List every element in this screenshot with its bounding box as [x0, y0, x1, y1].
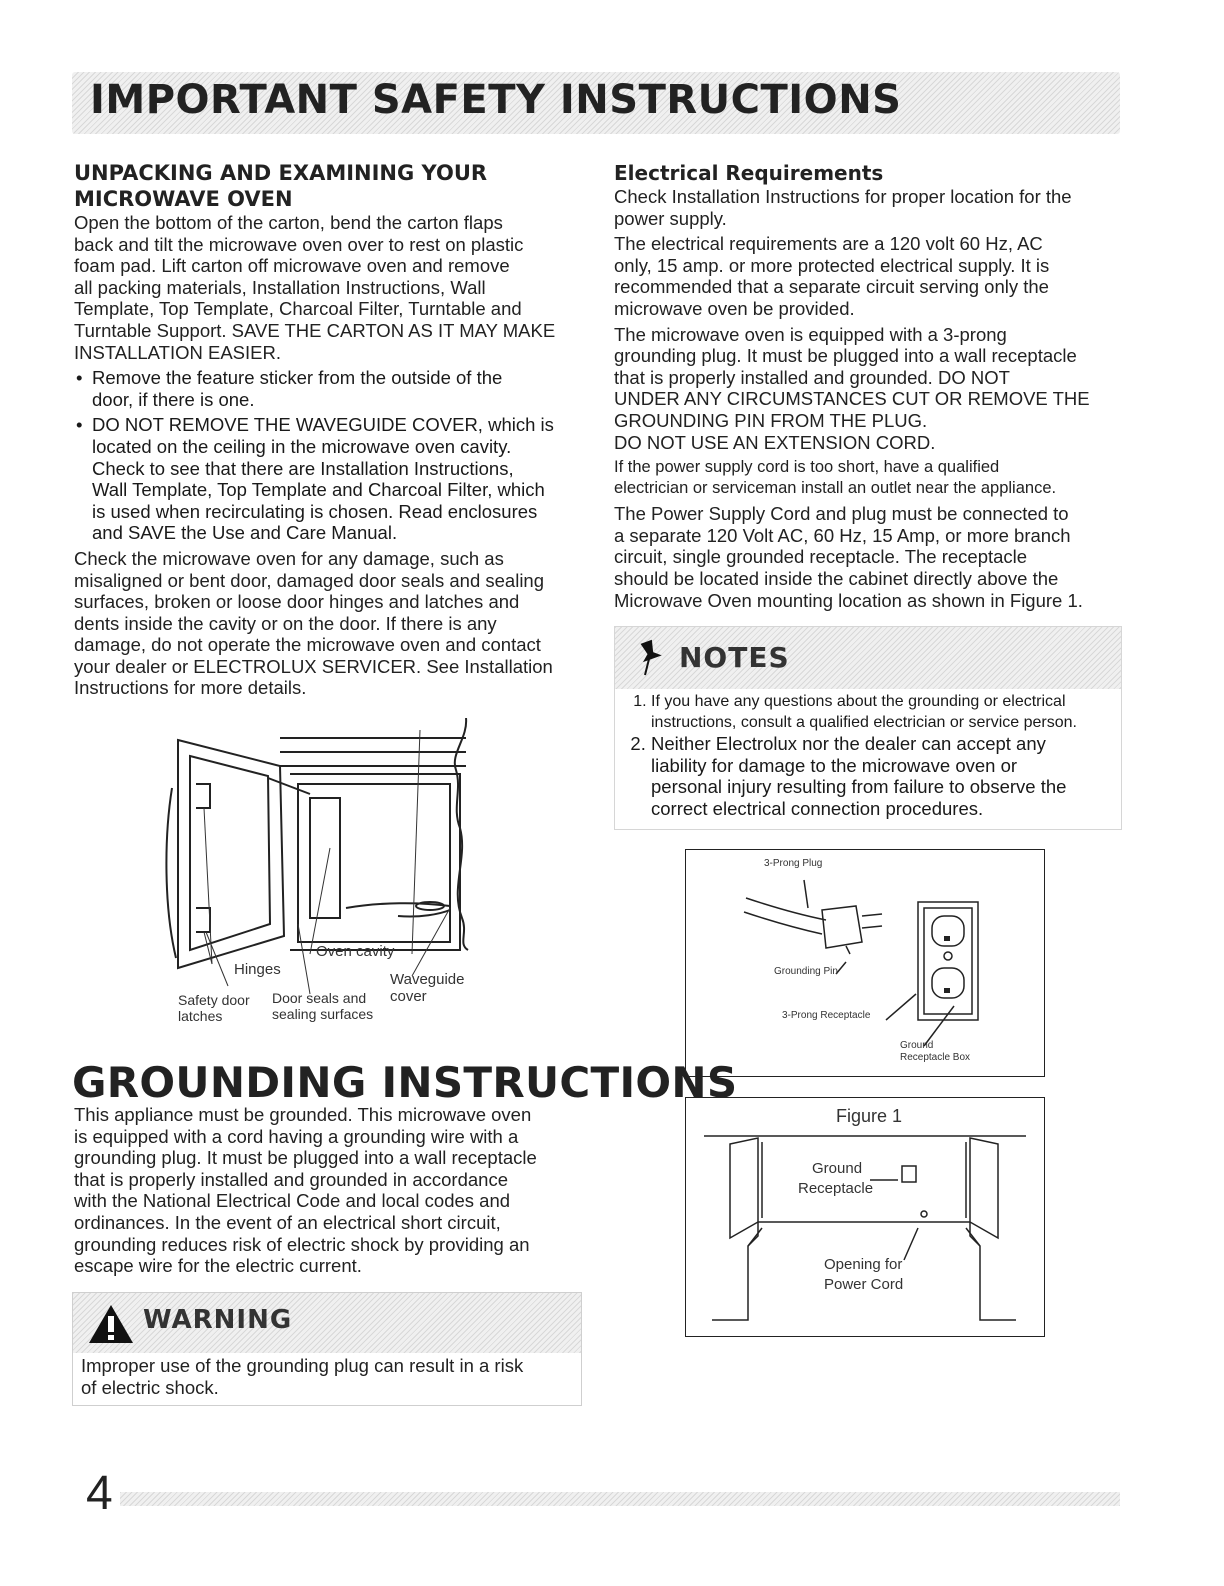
text-line: is equipped with a cord having a grounding wire with a: [74, 1125, 519, 1147]
electrical-p5: [614, 503, 1124, 611]
warning-text: [81, 1355, 571, 1398]
label-cover: cover: [390, 988, 427, 1005]
text-line: grounding plug. It must be plugged into a wall receptacle: [74, 1147, 537, 1169]
figure-1-caption: Figure 1: [836, 1106, 903, 1126]
text-line: located on the ceiling in the microwave oven cavity.: [92, 435, 512, 457]
text-line: Wall Template, Top Template and Charcoal Filter, which: [92, 479, 545, 501]
text-line: UNDER ANY CIRCUMSTANCES CUT OR REMOVE THE: [614, 388, 1090, 410]
text-line: door, if there is one.: [92, 388, 255, 410]
text-line: Remove the feature sticker from the outside of the: [92, 367, 503, 389]
page-number: 4: [86, 1467, 113, 1520]
figure-1: [685, 1097, 1045, 1337]
text-line: escape wire for the electric current.: [74, 1255, 362, 1277]
text-line: that is properly installed and grounded in accordance: [74, 1168, 509, 1190]
label-oven-cavity: Oven cavity: [316, 943, 395, 960]
text-line: power supply.: [614, 207, 727, 229]
grounding-body: [74, 1104, 574, 1277]
microwave-diagram: [150, 718, 480, 1038]
text-line: grounding plug. It must be plugged into a wall receptacle: [614, 345, 1077, 367]
text-line: back and tilt the microwave oven over to rest on plastic: [74, 233, 524, 255]
label-latches: latches: [178, 1008, 223, 1024]
label-3-prong-receptacle: 3-Prong Receptacle: [782, 1010, 871, 1021]
electrical-p4: [614, 457, 1124, 499]
text-line: INSTALLATION EASIER.: [74, 341, 281, 363]
text-line: Check Installation Instructions for proper location for the: [614, 186, 1072, 207]
label-ground: Ground: [900, 1040, 934, 1051]
label-opening-for: Opening for: [824, 1256, 903, 1273]
text-line: only, 15 amp. or more protected electrical supply. It is: [614, 254, 1050, 276]
text-line: DO NOT USE AN EXTENSION CORD.: [614, 431, 936, 453]
label-waveguide: Waveguide: [390, 971, 465, 988]
text-line: misaligned or bent door, damaged door seals and sealing: [74, 569, 545, 591]
unpacking-intro: [74, 212, 582, 363]
text-line: If you have any questions about the grounding or electrical: [651, 693, 1066, 710]
text-line: is used when recirculating is chosen. Read enclosures: [92, 500, 538, 522]
text-line: all packing materials, Installation Instructions, Wall: [74, 276, 486, 298]
cabinet-illustration: [686, 1098, 1044, 1336]
warning-label: WARNING: [143, 1305, 293, 1335]
text-line: grounding reduces risk of electric shock by providing an: [74, 1233, 530, 1255]
notes-box: [614, 626, 1122, 830]
text-line: Open the bottom of the carton, bend the carton flaps: [74, 212, 503, 233]
warning-box: [72, 1292, 582, 1406]
text-line: Check to see that there are Installation Instructions,: [92, 457, 514, 479]
warning-header: [73, 1293, 581, 1353]
label-hinges: Hinges: [234, 961, 281, 978]
grounding-title: GROUNDING INSTRUCTIONS: [72, 1058, 738, 1107]
electrical-p2: [614, 233, 1124, 319]
bullet-item: [92, 414, 582, 544]
page-title: IMPORTANT SAFETY INSTRUCTIONS: [90, 77, 902, 123]
text-line: surfaces, broken or loose door hinges and latches and: [74, 591, 520, 613]
label-power-cord: Power Cord: [824, 1276, 904, 1293]
text-line: Check the microwave oven for any damage, such as: [74, 547, 504, 569]
label-safety-door: Safety door: [178, 992, 250, 1008]
text-line: should be located inside the cabinet directly above the: [614, 567, 1059, 589]
label-3-prong-plug: 3-Prong Plug: [764, 858, 823, 869]
text-line: The Power Supply Cord and plug must be connected to: [614, 503, 1069, 525]
unpacking-check: [74, 548, 582, 699]
text-line: Neither Electrolux nor the dealer can accept any: [651, 733, 1046, 754]
unpacking-section: [74, 160, 582, 699]
pushpin-icon: [635, 639, 667, 679]
text-line: The electrical requirements are a 120 volt 60 Hz, AC: [614, 233, 1043, 255]
text-line: correct electrical connection procedures.: [651, 797, 984, 819]
label-sealing-surfaces: sealing surfaces: [272, 1006, 374, 1022]
text-line: that is properly installed and grounded. DO NOT: [614, 366, 1010, 388]
text-line: a separate 120 Volt AC, 60 Hz, 15 Amp, or more branch: [614, 524, 1071, 546]
footer-bar: [120, 1492, 1120, 1506]
electrical-p3: [614, 324, 1124, 454]
label-receptacle-box: Receptacle Box: [900, 1052, 971, 1063]
text-line: Turntable Support. SAVE THE CARTON AS IT MAY MAKE: [74, 319, 556, 341]
text-line: Instructions for more details.: [74, 677, 307, 699]
text-line: microwave oven be provided.: [614, 297, 855, 319]
text-line: dents inside the cavity or on the door. If there is any: [74, 612, 497, 634]
text-line: Microwave Oven mounting location as shown in Figure 1.: [614, 589, 1083, 611]
text-line: Template, Top Template, Charcoal Filter, Turntable and: [74, 298, 522, 320]
label-ground: Ground: [812, 1160, 863, 1177]
unpacking-heading-line1: UNPACKING AND EXAMINING YOUR: [74, 161, 488, 185]
text-line: The microwave oven is equipped with a 3-prong: [614, 323, 1007, 345]
text-line: Improper use of the grounding plug can result in a risk: [81, 1355, 524, 1376]
text-line: circuit, single grounded receptacle. The receptacle: [614, 546, 1028, 568]
text-line: GROUNDING PIN FROM THE PLUG.: [614, 409, 928, 431]
electrical-section: [614, 160, 1124, 611]
text-line: electrician or serviceman install an outlet near the appliance.: [614, 479, 1057, 498]
text-line: DO NOT REMOVE THE WAVEGUIDE COVER, which is: [92, 414, 554, 436]
unpacking-bullets: [74, 367, 582, 544]
unpacking-heading-line2: MICROWAVE OVEN: [74, 187, 293, 211]
text-line: liability for damage to the microwave oven or: [651, 754, 1018, 776]
text-line: personal injury resulting from failure to observe the: [651, 776, 1067, 798]
text-line: your dealer or ELECTROLUX SERVICER. See Installation: [74, 655, 553, 677]
header-banner: [72, 72, 1120, 134]
label-receptacle: Receptacle: [798, 1180, 874, 1197]
text-line: This appliance must be grounded. This microwave oven: [74, 1104, 532, 1125]
bullet-item: [92, 367, 582, 410]
text-line: recommended that a separate circuit serving only the: [614, 276, 1049, 298]
text-line: foam pad. Lift carton off microwave oven and remove: [74, 255, 510, 277]
text-line: with the National Electrical Code and local codes and: [74, 1190, 511, 1212]
label-door-seals: Door seals and: [272, 990, 367, 1006]
text-line: damage, do not operate the microwave oven and contact: [74, 634, 541, 656]
electrical-p1: [614, 186, 1124, 229]
note-item: [651, 733, 1141, 819]
text-line: instructions, consult a qualified electrician or service person.: [651, 714, 1077, 731]
label-grounding-pin: Grounding Pin: [774, 966, 838, 977]
warning-triangle-icon: [87, 1303, 135, 1345]
electrical-heading: Electrical Requirements: [614, 161, 884, 185]
unpacking-heading: [74, 160, 582, 212]
text-line: If the power supply cord is too short, have a qualified: [614, 458, 1000, 477]
notes-list: [625, 691, 1141, 819]
text-line: and SAVE the Use and Care Manual.: [92, 522, 398, 544]
text-line: of electric shock.: [81, 1376, 219, 1398]
plug-illustration: [686, 850, 1044, 1076]
notes-header: [615, 627, 1121, 689]
plug-receptacle-figure: [685, 849, 1045, 1077]
text-line: ordinances. In the event of an electrical short circuit,: [74, 1211, 501, 1233]
notes-label: NOTES: [679, 641, 790, 674]
note-item: [651, 691, 1141, 733]
